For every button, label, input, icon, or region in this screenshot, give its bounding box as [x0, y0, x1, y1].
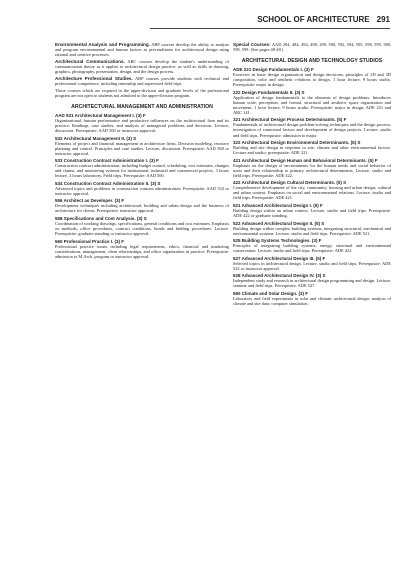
course-entry [233, 67, 391, 87]
course-title: 556 Architect as Developer. (3) F [55, 198, 125, 204]
course-description: Development techniques including architectural, building and urban design and the business of architecture for clients. Prerequisite: instructor approval. [55, 203, 229, 214]
course-title: 528 Advanced Architectural Design IV. (3) S [233, 273, 326, 279]
course-title: 322 Architectural Design Environmental Determinants. (5) S [233, 140, 361, 146]
course-description: Selected topics in architectural design. Lecture, studio and field trips. Prerequisite: ADE 522 or instructor approval. [233, 260, 391, 271]
course-description: Principles of integrating building systems; energy, structural and environmental conservation. Lecture, studio and field trips. Prerequisite: ADE 422. [233, 243, 391, 254]
course-entry [55, 181, 229, 196]
course-title: 534 Construction Contract Administration II. (3) S [55, 180, 161, 186]
course-entry [55, 158, 229, 178]
paragraph-text: ARP courses develop the ability to analyze and program environmental and human factors as preconditions for architectural design using rational and creative processes. [55, 42, 229, 58]
special-courses-text: AAD 294, 484, 494, 498, 499, 590, 592, 594, 595, 598, 599, 580, 598, 599. (See pages 48-49.) [233, 42, 392, 53]
course-title: ADE 221 Design Fundamentals I. (3) F [233, 67, 314, 73]
course-description: Coordination of working drawings, specifications, general conditions and cost estimates. Emphasis on methods, office procedures, contract conditions, bonds and bidding procedures. Lecture. Prerequisite: graduate standing or instructor approval. [55, 220, 230, 237]
course-title: 560 Professional Practice I. (3) F [55, 238, 125, 244]
course-entry [233, 203, 391, 218]
course-title: 532 Architectural Management II. (3) S [55, 135, 137, 141]
course-title: 558 Specifications and Cost Analysis. (3) S [55, 215, 147, 221]
left-column [55, 42, 229, 261]
course-entry [55, 239, 229, 259]
course-entry [233, 180, 391, 200]
page-number: 291 [376, 15, 390, 24]
course-description: Emphasis on the design of environments for the human needs and social behavior of users and their relationship to primary architectural determinants. Lecture, studio and field trips. Prerequisite: ADE 322. [233, 162, 391, 178]
course-title: 522 Advanced Architectural Design II. (5) S [233, 220, 325, 226]
course-description: Independent study and research in architectural design programming and design. Lecture, seminar and field trips. Prerequisite: ADE 527. [233, 278, 391, 289]
course-entry [55, 216, 229, 236]
course-entry [55, 198, 229, 213]
course-entry [233, 158, 391, 178]
course-title: 527 Advanced Architectural Design III. (5) F [233, 255, 326, 261]
course-title: 321 Architectural Design Process Determinants. (5) F [233, 117, 347, 123]
paragraph-text: Those courses which are required in the upper-division and graduate levels of the professional program are not open to students not admitted to the upper-division program. [55, 87, 229, 98]
right-column [233, 42, 391, 309]
course-title: 533 Construction Contract Administration I. (3) F [55, 158, 159, 164]
course-entry [233, 117, 391, 137]
course-description: Advanced topics and problems in construction contract administration. Prerequisite: AAD 533 or instructor approval. [55, 185, 229, 196]
course-title: 560 Climate and Solar Design. (3) F [233, 290, 309, 296]
course-description: Exercises in basic design organization and design decisions; principles of 2D and 3D composition, color and aesthetic relations to design. 1 hour lecture, 9 hours studio. Prerequisite: major in design. [233, 72, 391, 88]
special-courses [233, 42, 391, 52]
course-entry [233, 238, 391, 253]
course-description: Fundamentals of architectural design problem-solving techniques and the design process; investigation of contextual factors and development of design projects. Lecture, studio and field trips. Prerequisite: admission to major. [233, 122, 391, 138]
course-description: Application of design fundamentals to the elements of design problems. Introduces human scale, perception, and formal, structural and aesthetic space organization and movement. 1 hour lecture, 9 hours studio. Prerequisite: major in design; ADE 221 and ARC 141. [233, 94, 391, 115]
intro-paragraph [55, 42, 229, 57]
course-description: Professional practice issues including legal requirements, ethics, financial and marketing considerations, management, client relationships, and office organization in practice. Prerequisite: admission to M.Arch. program or instructor approval. [55, 243, 229, 259]
course-description: Organizational, human performance and productive influences on the architectural firm and its practice. Readings, case studies, and analysis of managerial problems and decisions. Lecture, discussion. Prerequisite: AAD 560 or instructor approval. [55, 117, 229, 133]
course-entry [233, 221, 391, 236]
section-heading: ARCHITECTURAL DESIGN AND TECHNOLOGY STUDIOS [241, 58, 383, 65]
course-entry [233, 256, 391, 271]
intro-paragraph [55, 88, 229, 98]
course-title: 525 Building Systems Technologies. (3) F [233, 238, 322, 244]
section-heading: ARCHITECTURAL MANAGEMENT AND ADMINISTRATION [71, 103, 213, 110]
paragraph-lead: Architecture Professional Studies. [55, 75, 133, 81]
paragraph-text: ARP courses provide students with technical and professional competence, including internship and supervised field trips. [55, 75, 230, 86]
course-title: 222 Design Fundamentals II. (3) S [233, 89, 305, 95]
course-entry [233, 273, 391, 288]
course-description: Building and site design in response to site, climate and other environmental factors. Lecture and studio; prerequisite: ADE 321. [233, 145, 391, 156]
page-header [150, 13, 390, 27]
intro-paragraph [55, 59, 229, 74]
course-entry [55, 136, 229, 156]
course-description: Elements of project and financial management in architecture firms. Decision modeling, resource planning and control. Principles and case studies. Lecture, discussion. Prerequisite: AAD 560 or instructor approval. [55, 140, 229, 156]
course-description: Building design within an urban context. Lecture, studio and field trips. Prerequisite: ADE 422 or graduate standing. [233, 207, 391, 218]
paragraph-lead: Architectural Communications. [55, 58, 125, 64]
course-description: Comprehensive development of the city, community, housing and urban design; cultural and urban context. Emphasis on social and environmental relations. Lecture, studio and field trips. Prerequisite: ADE 421. [233, 185, 391, 201]
paragraph-lead: Environmental Analysis and Programming. [55, 42, 150, 47]
course-title: 422 Architectural Design Cultural Determinants. (5) S [233, 180, 347, 186]
course-entry [233, 291, 391, 306]
course-title: 421 Architectural Design Human and Behavioral Determinants. (5) F [233, 157, 378, 163]
special-courses-lead: Special Courses: [233, 42, 271, 47]
intro-paragraph [55, 76, 229, 86]
header-title: SCHOOL OF ARCHITECTURE [257, 15, 370, 24]
course-description: Laboratory and field experiments in solar and climatic architectural design; analysis of climate and site data; computer simulation. [233, 295, 391, 306]
course-entry [233, 140, 391, 155]
course-description: Construction contract administration, including budget control, scheduling, cost estimates, changes and claims, and monitoring systems for institutional, industrial and commercial projects. 3 hours lecture, 3 hours laboratory. Field trips. Prerequisite: AAD 560. [55, 163, 230, 179]
course-entry [55, 113, 229, 133]
course-entry [233, 90, 391, 115]
paragraph-text: ARC courses develop the student's understanding of communication theory as it applies to architectural design practice, as well as skills in drawing, graphics, photography, presentation, design, and the design process. [55, 58, 230, 75]
course-title: 521 Advanced Architectural Design I. (5) F [233, 202, 323, 208]
course-description: Building design within complex building systems, integrating structural, mechanical and environmental systems. Lecture, studio and field trips. Prerequisite: ADE 521. [233, 225, 391, 236]
course-title: AAD 531 Architectural Management I. (3) F [55, 112, 146, 118]
